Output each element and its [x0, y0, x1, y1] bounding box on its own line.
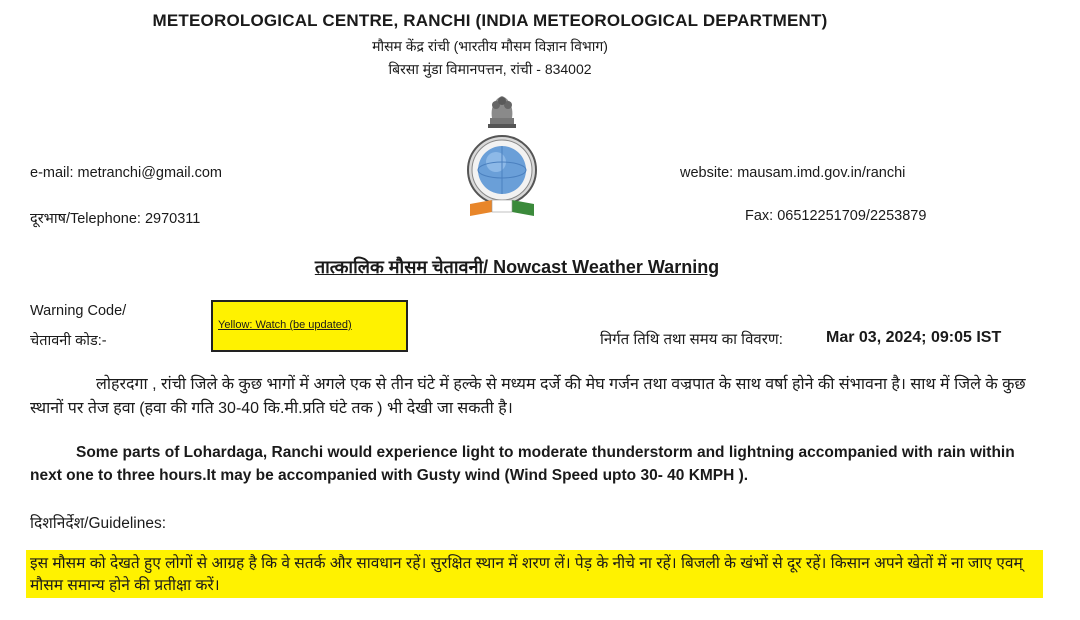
- guidelines-highlight: [26, 550, 1043, 598]
- guidelines-label: दिशनिर्देश/Guidelines:: [30, 515, 167, 532]
- organization-address: बिरसा मुंडा विमानपत्तन, रांची - 834002: [388, 61, 592, 77]
- fax-contact: Fax: 06512251709/2253879: [745, 208, 927, 224]
- warning-code-label-hindi: चेतावनी कोड:-: [30, 333, 107, 349]
- organization-name-hindi: मौसम केंद्र रांची (भारतीय मौसम विज्ञान विभाग): [372, 38, 608, 54]
- warning-code-label: Warning Code/: [30, 303, 127, 319]
- warning-text-hindi: लोहरदगा , रांची जिले के कुछ भागों में अगले एक से तीन घंटे में हल्के से मध्यम दर्जे की मेघ गर्जन तथा वज्रपात के साथ वर्षा होने की संभावना है। साथ में जिले के कुछ स्थानों पर तेज हवा (हवा की गति 30-40 कि.मी.प्रति घंटे तक ) भी देखी जा सकती है।: [30, 376, 1026, 417]
- telephone-contact: दूरभाष/Telephone: 2970311: [30, 211, 201, 227]
- website-contact: website: mausam.imd.gov.in/ranchi: [680, 165, 906, 181]
- issue-time-label: निर्गत तिथि तथा समय का विवरण:: [600, 331, 783, 348]
- imd-emblem-icon: [462, 92, 542, 226]
- issue-time-value: Mar 03, 2024; 09:05 IST: [826, 329, 1002, 346]
- warning-code-value: Yellow: Watch (be updated): [218, 319, 352, 331]
- warning-text-english: Some parts of Lohardaga, Ranchi would experience light to moderate thunderstorm and lightning accompanied with rain within next one to three hours.It may be accompanied with Gusty wind (Wind Speed upto 30- 40 KMPH ).: [30, 444, 1015, 484]
- warning-code-badge: [211, 300, 408, 352]
- warning-title: तात्कालिक मौसम चेतावनी/ Nowcast Weather Warning: [314, 257, 720, 277]
- organization-name: METEOROLOGICAL CENTRE, RANCHI (INDIA METEOROLOGICAL DEPARTMENT): [152, 11, 828, 30]
- guidelines-text: इस मौसम को देखते हुए लोगों से आग्रह है कि वे सतर्क और सावधान रहें। सुरक्षित स्थान में शरण लें। पेड़ के नीचे ना रहें। बिजली के खंभों से दूर रहें। किसान अपने खेतों में ना जाए एवम् मौसम समान्य होने की प्रतीक्षा करें।: [30, 555, 1023, 594]
- email-contact: e-mail: metranchi@gmail.com: [30, 165, 222, 181]
